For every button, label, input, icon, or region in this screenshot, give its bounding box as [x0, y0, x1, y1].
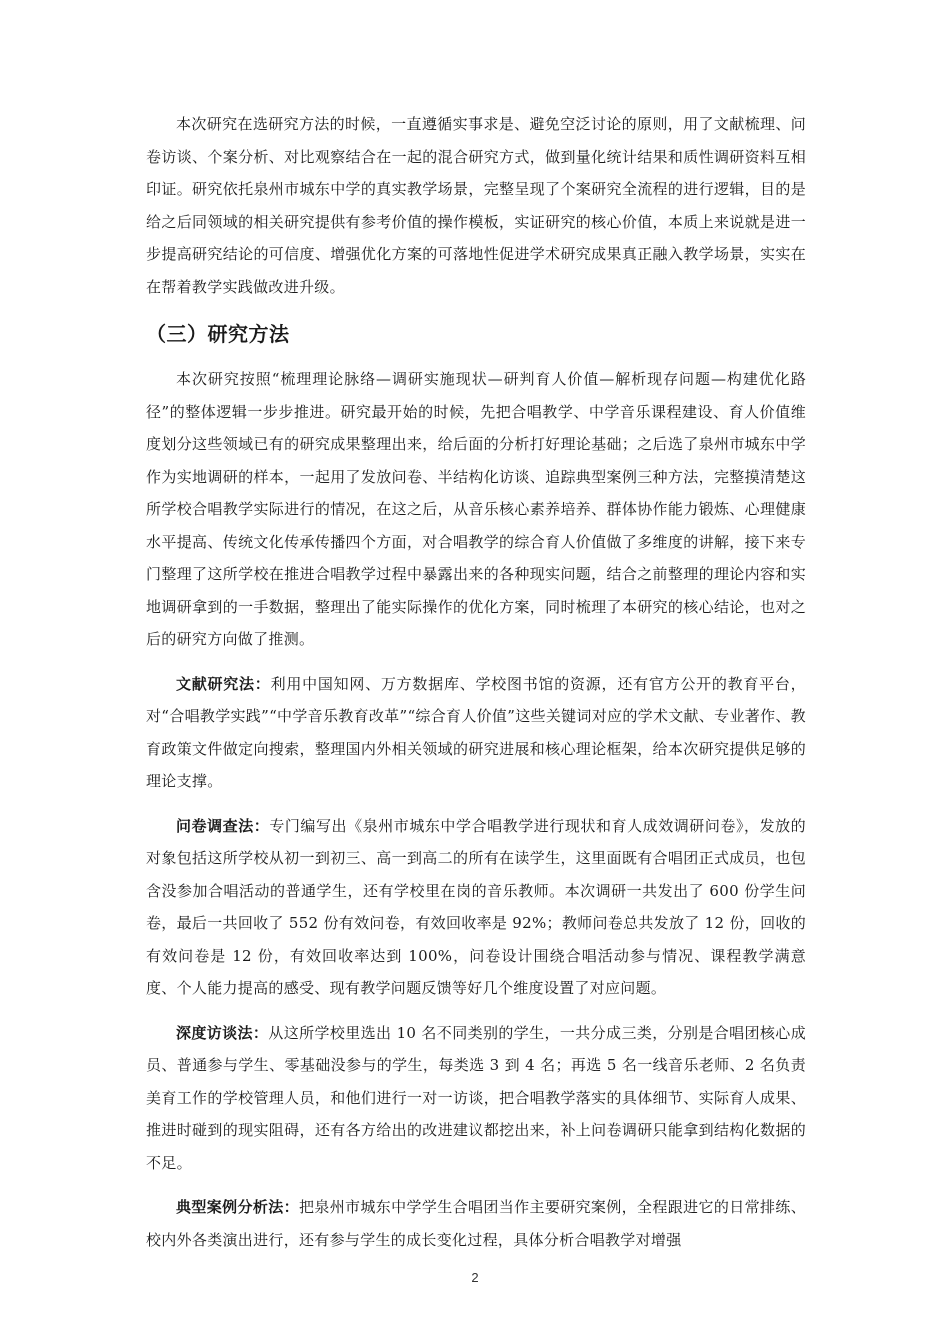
section-heading: （三）研究方法	[146, 322, 290, 346]
method-text: 利用中国知网、万方数据库、学校图书馆的资源，还有官方公开的教育平台，对“合唱教学实践”“中学音乐教育改革”“综合育人价值”这些关键词对应的学术文献、专业著作、教育政策文件做定向搜索，整理国内外相关领域的研究进展和核心理论框架，给本次研究提供足够的理论支撑。	[146, 674, 806, 790]
method-text: 专门编写出《泉州市城东中学合唱教学进行现状和育人成效调研问卷》，发放的对象包括这所学校从初一到初三、高一到高二的所有在读学生，这里面既有合唱团正式成员，也包含没参加合唱活动的普通学生，还有学校里在岗的音乐教师。本次调研一共发出了 600 份学生问卷，最后一共回收了 552 份有效问卷，有效回收率是 92%；教师问卷总共发放了 12 份，回收的有效问卷是 12 份，有效回收率达到 100%，问卷设计围绕合唱活动参与情况、课程教学满意度、个人能力提高的感受、现有教学问题反馈等好几个维度设置了对应问题。	[146, 816, 806, 997]
method-paragraph-literature	[146, 668, 806, 798]
method-term: 典型案例分析法：	[176, 1198, 299, 1216]
document-page	[146, 108, 806, 1256]
method-paragraph-interview	[146, 1017, 806, 1180]
method-paragraph-questionnaire	[146, 810, 806, 1005]
page-number: 2	[471, 1270, 479, 1285]
overview-paragraph: 本次研究按照“梳理理论脉络—调研实施现状—研判育人价值—解析现存问题—构建优化路径”的整体逻辑一步步推进。研究最开始的时候，先把合唱教学、中学音乐课程建设、育人价值维度划分这些领域已有的研究成果整理出来，给后面的分析打好理论基础；之后选了泉州市城东中学作为实地调研的样本，一起用了发放问卷、半结构化访谈、追踪典型案例三种方法，完整摸清楚这所学校合唱教学实际进行的情况，在这之后，从音乐核心素养培养、群体协作能力锻炼、心理健康水平提高、传统文化传承传播四个方面，对合唱教学的综合育人价值做了多维度的讲解，接下来专门整理了这所学校在推进合唱教学过程中暴露出来的各种现实问题，结合之前整理的理论内容和实地调研拿到的一手数据，整理出了能实际操作的优化方案，同时梳理了本研究的核心结论，也对之后的研究方向做了推测。	[146, 370, 806, 648]
method-term: 文献研究法：	[176, 674, 271, 693]
method-term: 深度访谈法：	[176, 1023, 269, 1042]
method-text: 从这所学校里选出 10 名不同类别的学生，一共分成三类，分别是合唱团核心成员、普通参与学生、零基础没参与的学生，每类选 3 到 4 名；再选 5 名一线音乐老师、2 名负责美育工作的学校管理人员，和他们进行一对一访谈，把合唱教学落实的具体细节、实际育人成果、推进时碰到的现实阻碍，还有各方给出的改进建议都挖出来，补上问卷调研只能拿到结构化数据的不足。	[146, 1023, 806, 1172]
method-paragraph-case-study	[146, 1191, 806, 1256]
intro-paragraph: 本次研究在选研究方法的时候，一直遵循实事求是、避免空泛讨论的原则，用了文献梳理、问卷访谈、个案分析、对比观察结合在一起的混合研究方式，做到量化统计结果和质性调研资料互相印证。研究依托泉州市城东中学的真实教学场景，完整呈现了个案研究全流程的进行逻辑，目的是给之后同领域的相关研究提供有参考价值的操作模板，实证研究的核心价值，本质上来说就是进一步提高研究结论的可信度、增强优化方案的可落地性促进学术研究成果真正融入教学场景，实实在在帮着教学实践做改进升级。	[146, 115, 806, 296]
method-term: 问卷调查法：	[176, 816, 270, 835]
method-text: 把泉州市城东中学学生合唱团当作主要研究案例，全程跟进它的日常排练、校内外各类演出进行，还有参与学生的成长变化过程，具体分析合唱教学对增强	[146, 1198, 807, 1249]
